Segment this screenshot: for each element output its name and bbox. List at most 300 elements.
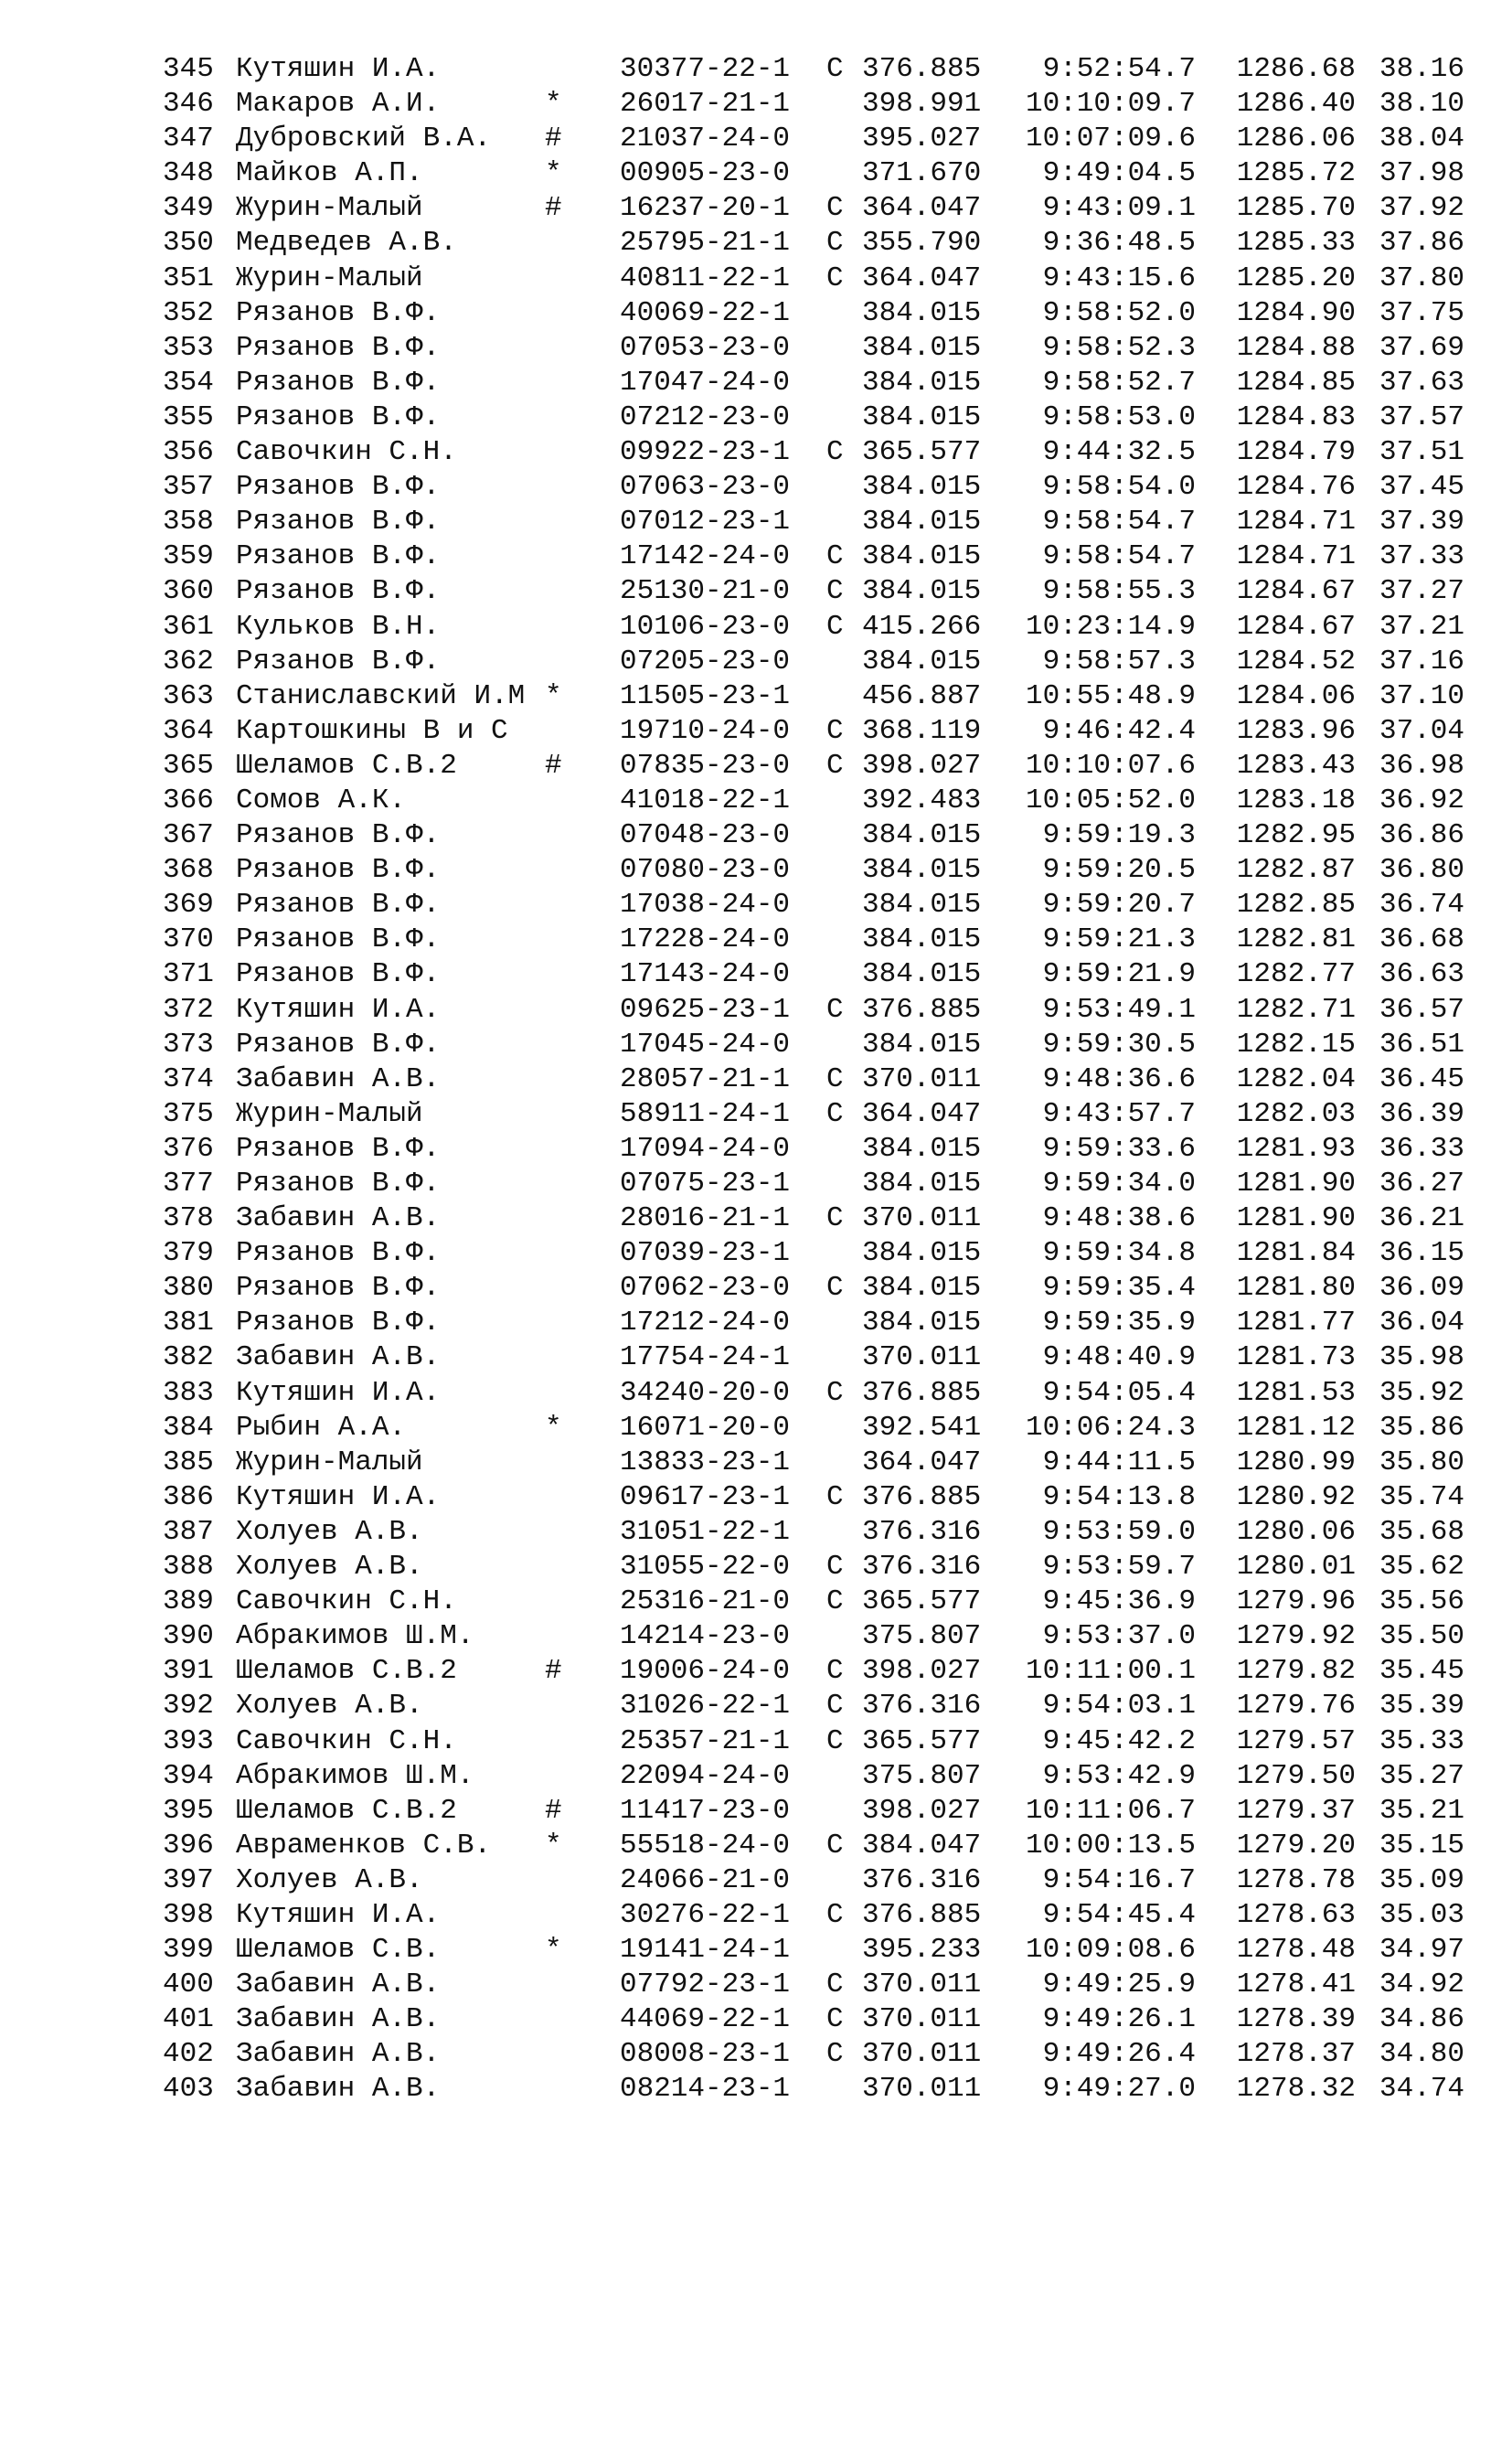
- flag-cell: С: [826, 1690, 844, 1723]
- ring-number-cell: 19710-24-0: [620, 714, 791, 747]
- points-cell: 37.10: [1379, 679, 1464, 712]
- mark-cell: *: [545, 1934, 562, 1967]
- place-cell: 379: [163, 1237, 214, 1270]
- speed-cell: 1279.20: [1236, 1829, 1356, 1862]
- result-row: [0, 1376, 1512, 1411]
- ring-number-cell: 21037-24-0: [620, 123, 791, 155]
- distance-cell: 415.266: [862, 610, 982, 643]
- result-row: [0, 1062, 1512, 1097]
- arrival-time-cell: 9:58:52.3: [1042, 331, 1196, 364]
- arrival-time-cell: 9:54:03.1: [1042, 1690, 1196, 1723]
- place-cell: 349: [163, 192, 214, 225]
- ring-number-cell: 17754-24-1: [620, 1341, 791, 1374]
- flag-cell: С: [826, 53, 844, 85]
- distance-cell: 376.316: [862, 1551, 982, 1584]
- ring-number-cell: 07039-23-1: [620, 1237, 791, 1270]
- points-cell: 34.74: [1379, 2073, 1464, 2106]
- distance-cell: 392.541: [862, 1411, 982, 1444]
- points-cell: 37.04: [1379, 714, 1464, 747]
- arrival-time-cell: 9:48:38.6: [1042, 1202, 1196, 1235]
- ring-number-cell: 17212-24-0: [620, 1307, 791, 1339]
- points-cell: 37.92: [1379, 192, 1464, 225]
- arrival-time-cell: 9:59:35.4: [1042, 1272, 1196, 1305]
- result-row: [0, 1584, 1512, 1619]
- result-row: [0, 2037, 1512, 2072]
- points-cell: 36.86: [1379, 819, 1464, 852]
- points-cell: 36.27: [1379, 1168, 1464, 1200]
- distance-cell: 370.011: [862, 1062, 982, 1095]
- distance-cell: 370.011: [862, 2038, 982, 2071]
- arrival-time-cell: 9:59:34.0: [1042, 1168, 1196, 1200]
- place-cell: 400: [163, 1969, 214, 2001]
- points-cell: 36.51: [1379, 1028, 1464, 1061]
- flag-cell: С: [826, 1062, 844, 1095]
- points-cell: 37.80: [1379, 261, 1464, 294]
- speed-cell: 1285.20: [1236, 261, 1356, 294]
- speed-cell: 1284.06: [1236, 679, 1356, 712]
- arrival-time-cell: 9:52:54.7: [1042, 53, 1196, 85]
- points-cell: 37.75: [1379, 296, 1464, 329]
- distance-cell: 392.483: [862, 784, 982, 816]
- fancier-name-cell: Абракимов Ш.М.: [236, 1620, 474, 1653]
- speed-cell: 1282.71: [1236, 993, 1356, 1026]
- ring-number-cell: 07205-23-0: [620, 645, 791, 678]
- fancier-name-cell: Савочкин С.Н.: [236, 436, 457, 469]
- flag-cell: С: [826, 1655, 844, 1688]
- points-cell: 37.57: [1379, 400, 1464, 433]
- distance-cell: 364.047: [862, 1446, 982, 1478]
- speed-cell: 1282.15: [1236, 1028, 1356, 1061]
- points-cell: 36.80: [1379, 854, 1464, 887]
- place-cell: 402: [163, 2038, 214, 2071]
- distance-cell: 371.670: [862, 157, 982, 190]
- fancier-name-cell: Шеламов С.В.2: [236, 749, 457, 782]
- result-row: [0, 1480, 1512, 1515]
- ring-number-cell: 17143-24-0: [620, 958, 791, 991]
- result-row: [0, 1132, 1512, 1167]
- distance-cell: 384.015: [862, 1237, 982, 1270]
- points-cell: 37.33: [1379, 540, 1464, 573]
- ring-number-cell: 28057-21-1: [620, 1062, 791, 1095]
- arrival-time-cell: 9:43:09.1: [1042, 192, 1196, 225]
- fancier-name-cell: Холуев А.В.: [236, 1690, 423, 1723]
- place-cell: 370: [163, 923, 214, 956]
- fancier-name-cell: Рязанов В.Ф.: [236, 506, 441, 539]
- place-cell: 365: [163, 749, 214, 782]
- arrival-time-cell: 10:55:48.9: [1025, 679, 1196, 712]
- speed-cell: 1285.70: [1236, 192, 1356, 225]
- results-table: [0, 52, 1512, 2107]
- distance-cell: 384.047: [862, 1829, 982, 1862]
- flag-cell: С: [826, 1202, 844, 1235]
- speed-cell: 1280.06: [1236, 1515, 1356, 1548]
- mark-cell: *: [545, 88, 562, 121]
- result-row: [0, 714, 1512, 749]
- arrival-time-cell: 10:07:09.6: [1025, 123, 1196, 155]
- flag-cell: С: [826, 1898, 844, 1931]
- speed-cell: 1284.90: [1236, 296, 1356, 329]
- ring-number-cell: 25130-21-0: [620, 575, 791, 608]
- distance-cell: 398.027: [862, 1794, 982, 1827]
- place-cell: 377: [163, 1168, 214, 1200]
- fancier-name-cell: Журин-Малый: [236, 1097, 423, 1130]
- place-cell: 391: [163, 1655, 214, 1688]
- distance-cell: 370.011: [862, 1341, 982, 1374]
- arrival-time-cell: 9:49:04.5: [1042, 157, 1196, 190]
- arrival-time-cell: 10:06:24.3: [1025, 1411, 1196, 1444]
- arrival-time-cell: 9:45:42.2: [1042, 1724, 1196, 1757]
- place-cell: 368: [163, 854, 214, 887]
- place-cell: 380: [163, 1272, 214, 1305]
- ring-number-cell: 09625-23-1: [620, 993, 791, 1026]
- place-cell: 403: [163, 2073, 214, 2106]
- fancier-name-cell: Журин-Малый: [236, 261, 423, 294]
- ring-number-cell: 25357-21-1: [620, 1724, 791, 1757]
- ring-number-cell: 14214-23-0: [620, 1620, 791, 1653]
- result-row: [0, 400, 1512, 435]
- arrival-time-cell: 9:58:53.0: [1042, 400, 1196, 433]
- fancier-name-cell: Рязанов В.Ф.: [236, 958, 441, 991]
- result-row: [0, 331, 1512, 366]
- result-row: [0, 87, 1512, 122]
- place-cell: 352: [163, 296, 214, 329]
- speed-cell: 1279.50: [1236, 1759, 1356, 1792]
- distance-cell: 355.790: [862, 227, 982, 260]
- speed-cell: 1282.04: [1236, 1062, 1356, 1095]
- arrival-time-cell: 9:53:42.9: [1042, 1759, 1196, 1792]
- ring-number-cell: 16237-20-1: [620, 192, 791, 225]
- distance-cell: 384.015: [862, 400, 982, 433]
- result-row: [0, 993, 1512, 1028]
- speed-cell: 1279.57: [1236, 1724, 1356, 1757]
- ring-number-cell: 40811-22-1: [620, 261, 791, 294]
- fancier-name-cell: Забавин А.В.: [236, 1341, 441, 1374]
- arrival-time-cell: 9:44:32.5: [1042, 436, 1196, 469]
- arrival-time-cell: 9:58:54.7: [1042, 506, 1196, 539]
- speed-cell: 1282.87: [1236, 854, 1356, 887]
- points-cell: 34.86: [1379, 2003, 1464, 2036]
- points-cell: 36.68: [1379, 923, 1464, 956]
- ring-number-cell: 09922-23-1: [620, 436, 791, 469]
- place-cell: 399: [163, 1934, 214, 1967]
- arrival-time-cell: 9:46:42.4: [1042, 714, 1196, 747]
- fancier-name-cell: Кутяшин И.А.: [236, 1480, 441, 1513]
- speed-cell: 1284.67: [1236, 610, 1356, 643]
- speed-cell: 1283.96: [1236, 714, 1356, 747]
- flag-cell: С: [826, 540, 844, 573]
- mark-cell: #: [545, 1655, 562, 1688]
- points-cell: 36.45: [1379, 1062, 1464, 1095]
- fancier-name-cell: Картошкины В и С: [236, 714, 508, 747]
- result-row: [0, 1236, 1512, 1271]
- speed-cell: 1286.06: [1236, 123, 1356, 155]
- flag-cell: С: [826, 227, 844, 260]
- arrival-time-cell: 9:59:30.5: [1042, 1028, 1196, 1061]
- result-row: [0, 52, 1512, 87]
- distance-cell: 376.885: [862, 1480, 982, 1513]
- result-row: [0, 2002, 1512, 2037]
- speed-cell: 1281.77: [1236, 1307, 1356, 1339]
- flag-cell: С: [826, 2038, 844, 2071]
- distance-cell: 384.015: [862, 854, 982, 887]
- result-row: [0, 923, 1512, 957]
- ring-number-cell: 31055-22-0: [620, 1551, 791, 1584]
- speed-cell: 1284.85: [1236, 366, 1356, 399]
- points-cell: 38.04: [1379, 123, 1464, 155]
- ring-number-cell: 07063-23-0: [620, 471, 791, 504]
- fancier-name-cell: Кутяшин И.А.: [236, 53, 441, 85]
- place-cell: 382: [163, 1341, 214, 1374]
- fancier-name-cell: Рязанов В.Ф.: [236, 923, 441, 956]
- ring-number-cell: 07053-23-0: [620, 331, 791, 364]
- result-row: [0, 226, 1512, 261]
- points-cell: 38.10: [1379, 88, 1464, 121]
- place-cell: 364: [163, 714, 214, 747]
- result-row: [0, 296, 1512, 331]
- points-cell: 37.63: [1379, 366, 1464, 399]
- fancier-name-cell: Рязанов В.Ф.: [236, 540, 441, 573]
- ring-number-cell: 17038-24-0: [620, 889, 791, 922]
- ring-number-cell: 58911-24-1: [620, 1097, 791, 1130]
- ring-number-cell: 07212-23-0: [620, 400, 791, 433]
- points-cell: 35.39: [1379, 1690, 1464, 1723]
- points-cell: 35.92: [1379, 1376, 1464, 1409]
- place-cell: 360: [163, 575, 214, 608]
- place-cell: 398: [163, 1898, 214, 1931]
- result-row: [0, 435, 1512, 470]
- arrival-time-cell: 9:58:54.0: [1042, 471, 1196, 504]
- points-cell: 35.03: [1379, 1898, 1464, 1931]
- speed-cell: 1278.48: [1236, 1934, 1356, 1967]
- ring-number-cell: 25795-21-1: [620, 227, 791, 260]
- fancier-name-cell: Кульков В.Н.: [236, 610, 441, 643]
- points-cell: 35.98: [1379, 1341, 1464, 1374]
- result-row: [0, 853, 1512, 888]
- speed-cell: 1283.43: [1236, 749, 1356, 782]
- result-row: [0, 1933, 1512, 1968]
- speed-cell: 1280.99: [1236, 1446, 1356, 1478]
- fancier-name-cell: Рязанов В.Ф.: [236, 366, 441, 399]
- points-cell: 36.15: [1379, 1237, 1464, 1270]
- speed-cell: 1283.18: [1236, 784, 1356, 816]
- distance-cell: 376.885: [862, 1898, 982, 1931]
- speed-cell: 1284.76: [1236, 471, 1356, 504]
- result-row: [0, 1201, 1512, 1236]
- ring-number-cell: 31026-22-1: [620, 1690, 791, 1723]
- distance-cell: 370.011: [862, 1969, 982, 2001]
- place-cell: 355: [163, 400, 214, 433]
- place-cell: 388: [163, 1551, 214, 1584]
- result-row: [0, 1829, 1512, 1863]
- distance-cell: 376.885: [862, 993, 982, 1026]
- speed-cell: 1278.37: [1236, 2038, 1356, 2071]
- fancier-name-cell: Авраменков С.В.: [236, 1829, 492, 1862]
- ring-number-cell: 44069-22-1: [620, 2003, 791, 2036]
- fancier-name-cell: Рязанов В.Ф.: [236, 854, 441, 887]
- points-cell: 37.27: [1379, 575, 1464, 608]
- arrival-time-cell: 9:59:19.3: [1042, 819, 1196, 852]
- fancier-name-cell: Рязанов В.Ф.: [236, 1168, 441, 1200]
- arrival-time-cell: 9:53:37.0: [1042, 1620, 1196, 1653]
- ring-number-cell: 41018-22-1: [620, 784, 791, 816]
- result-row: [0, 610, 1512, 645]
- flag-cell: С: [826, 1376, 844, 1409]
- ring-number-cell: 07075-23-1: [620, 1168, 791, 1200]
- place-cell: 390: [163, 1620, 214, 1653]
- flag-cell: С: [826, 749, 844, 782]
- arrival-time-cell: 9:49:27.0: [1042, 2073, 1196, 2106]
- result-row: [0, 1515, 1512, 1550]
- place-cell: 359: [163, 540, 214, 573]
- fancier-name-cell: Дубровский В.А.: [236, 123, 492, 155]
- speed-cell: 1281.84: [1236, 1237, 1356, 1270]
- fancier-name-cell: Рязанов В.Ф.: [236, 575, 441, 608]
- arrival-time-cell: 9:59:33.6: [1042, 1132, 1196, 1165]
- result-row: [0, 1028, 1512, 1062]
- points-cell: 35.15: [1379, 1829, 1464, 1862]
- points-cell: 36.39: [1379, 1097, 1464, 1130]
- arrival-time-cell: 9:53:59.7: [1042, 1551, 1196, 1584]
- ring-number-cell: 17045-24-0: [620, 1028, 791, 1061]
- points-cell: 35.74: [1379, 1480, 1464, 1513]
- speed-cell: 1279.82: [1236, 1655, 1356, 1688]
- points-cell: 36.04: [1379, 1307, 1464, 1339]
- mark-cell: *: [545, 157, 562, 190]
- distance-cell: 384.015: [862, 889, 982, 922]
- speed-cell: 1281.93: [1236, 1132, 1356, 1165]
- speed-cell: 1281.12: [1236, 1411, 1356, 1444]
- place-cell: 393: [163, 1724, 214, 1757]
- arrival-time-cell: 9:49:25.9: [1042, 1969, 1196, 2001]
- fancier-name-cell: Рязанов В.Ф.: [236, 331, 441, 364]
- speed-cell: 1280.01: [1236, 1551, 1356, 1584]
- mark-cell: *: [545, 1411, 562, 1444]
- distance-cell: 365.577: [862, 436, 982, 469]
- fancier-name-cell: Холуев А.В.: [236, 1515, 423, 1548]
- place-cell: 396: [163, 1829, 214, 1862]
- fancier-name-cell: Рязанов В.Ф.: [236, 1272, 441, 1305]
- mark-cell: #: [545, 192, 562, 225]
- fancier-name-cell: Савочкин С.Н.: [236, 1724, 457, 1757]
- speed-cell: 1285.33: [1236, 227, 1356, 260]
- result-row: [0, 1550, 1512, 1584]
- distance-cell: 384.015: [862, 1028, 982, 1061]
- ring-number-cell: 08214-23-1: [620, 2073, 791, 2106]
- fancier-name-cell: Холуев А.В.: [236, 1863, 423, 1896]
- mark-cell: #: [545, 123, 562, 155]
- arrival-time-cell: 9:48:40.9: [1042, 1341, 1196, 1374]
- result-row: [0, 261, 1512, 296]
- ring-number-cell: 11505-23-1: [620, 679, 791, 712]
- speed-cell: 1278.63: [1236, 1898, 1356, 1931]
- result-row: [0, 1411, 1512, 1446]
- points-cell: 35.62: [1379, 1551, 1464, 1584]
- place-cell: 363: [163, 679, 214, 712]
- distance-cell: 365.577: [862, 1585, 982, 1618]
- arrival-time-cell: 9:48:36.6: [1042, 1062, 1196, 1095]
- flag-cell: С: [826, 2003, 844, 2036]
- points-cell: 34.97: [1379, 1934, 1464, 1967]
- arrival-time-cell: 9:58:57.3: [1042, 645, 1196, 678]
- place-cell: 345: [163, 53, 214, 85]
- speed-cell: 1281.90: [1236, 1168, 1356, 1200]
- distance-cell: 370.011: [862, 2003, 982, 2036]
- points-cell: 35.33: [1379, 1724, 1464, 1757]
- place-cell: 394: [163, 1759, 214, 1792]
- speed-cell: 1279.76: [1236, 1690, 1356, 1723]
- result-row: [0, 2072, 1512, 2107]
- distance-cell: 370.011: [862, 1202, 982, 1235]
- points-cell: 35.56: [1379, 1585, 1464, 1618]
- speed-cell: 1278.78: [1236, 1863, 1356, 1896]
- place-cell: 358: [163, 506, 214, 539]
- place-cell: 346: [163, 88, 214, 121]
- distance-cell: 384.015: [862, 958, 982, 991]
- fancier-name-cell: Рязанов В.Ф.: [236, 1132, 441, 1165]
- flag-cell: С: [826, 993, 844, 1026]
- arrival-time-cell: 9:59:21.9: [1042, 958, 1196, 991]
- flag-cell: С: [826, 1969, 844, 2001]
- points-cell: 37.16: [1379, 645, 1464, 678]
- ring-number-cell: 17142-24-0: [620, 540, 791, 573]
- place-cell: 401: [163, 2003, 214, 2036]
- place-cell: 372: [163, 993, 214, 1026]
- arrival-time-cell: 9:59:34.8: [1042, 1237, 1196, 1270]
- fancier-name-cell: Холуев А.В.: [236, 1551, 423, 1584]
- fancier-name-cell: Абракимов Ш.М.: [236, 1759, 474, 1792]
- arrival-time-cell: 10:05:52.0: [1025, 784, 1196, 816]
- points-cell: 36.33: [1379, 1132, 1464, 1165]
- arrival-time-cell: 9:58:54.7: [1042, 540, 1196, 573]
- result-row: [0, 784, 1512, 818]
- ring-number-cell: 40069-22-1: [620, 296, 791, 329]
- fancier-name-cell: Шеламов С.В.2: [236, 1655, 457, 1688]
- place-cell: 392: [163, 1690, 214, 1723]
- distance-cell: 375.807: [862, 1759, 982, 1792]
- speed-cell: 1279.37: [1236, 1794, 1356, 1827]
- result-row: [0, 539, 1512, 574]
- place-cell: 375: [163, 1097, 214, 1130]
- speed-cell: 1284.67: [1236, 575, 1356, 608]
- distance-cell: 370.011: [862, 2073, 982, 2106]
- ring-number-cell: 26017-21-1: [620, 88, 791, 121]
- arrival-time-cell: 9:59:20.7: [1042, 889, 1196, 922]
- ring-number-cell: 09617-23-1: [620, 1480, 791, 1513]
- arrival-time-cell: 10:00:13.5: [1025, 1829, 1196, 1862]
- distance-cell: 384.015: [862, 1132, 982, 1165]
- place-cell: 353: [163, 331, 214, 364]
- points-cell: 36.63: [1379, 958, 1464, 991]
- distance-cell: 384.015: [862, 1272, 982, 1305]
- points-cell: 36.21: [1379, 1202, 1464, 1235]
- points-cell: 36.92: [1379, 784, 1464, 816]
- points-cell: 37.98: [1379, 157, 1464, 190]
- flag-cell: С: [826, 1585, 844, 1618]
- fancier-name-cell: Забавин А.В.: [236, 2073, 441, 2106]
- place-cell: 397: [163, 1863, 214, 1896]
- flag-cell: С: [826, 610, 844, 643]
- distance-cell: 376.885: [862, 53, 982, 85]
- result-row: [0, 888, 1512, 923]
- points-cell: 34.80: [1379, 2038, 1464, 2071]
- ring-number-cell: 55518-24-0: [620, 1829, 791, 1862]
- arrival-time-cell: 9:59:35.9: [1042, 1307, 1196, 1339]
- distance-cell: 384.015: [862, 506, 982, 539]
- speed-cell: 1280.92: [1236, 1480, 1356, 1513]
- distance-cell: 376.316: [862, 1515, 982, 1548]
- fancier-name-cell: Майков А.П.: [236, 157, 423, 190]
- fancier-name-cell: Макаров А.И.: [236, 88, 441, 121]
